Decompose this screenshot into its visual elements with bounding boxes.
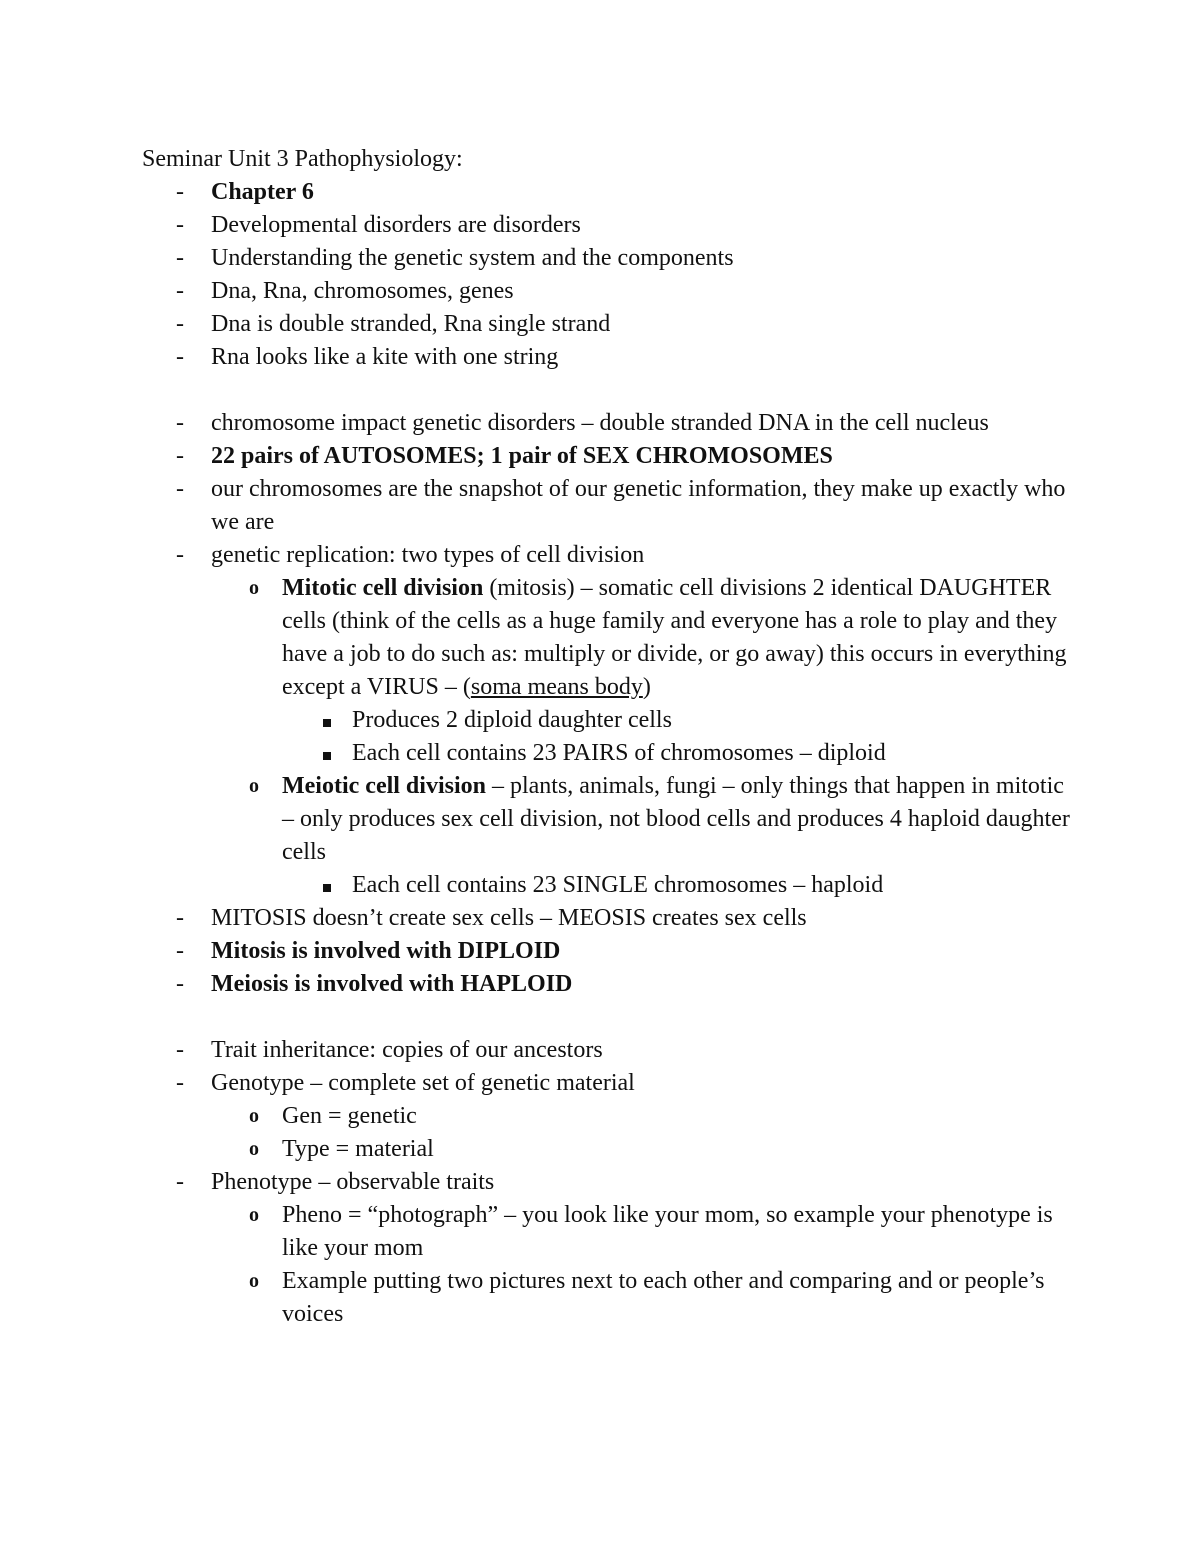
sub-sub-list-item [0, 704, 1200, 737]
item-text: Each cell contains 23 PAIRS of chromosomes – diploid [352, 740, 886, 766]
sub-list-item [0, 1133, 1200, 1166]
dash-bullet: - [176, 542, 184, 568]
list-item [0, 407, 1200, 440]
list-item [0, 242, 1200, 275]
circle-bullet: o [249, 1138, 259, 1160]
list-item [0, 1166, 1200, 1199]
dash-bullet: - [176, 179, 184, 205]
item-text: – plants, animals, fungi – only things that happen in mitotic – only produces sex cell division, not blood cells and produces 4 haploid daughter cells [282, 773, 1070, 865]
document-title: Seminar Unit 3 Pathophysiology: [142, 146, 463, 172]
item-underlined-text: soma means body [470, 674, 643, 700]
square-bullet-icon [316, 737, 338, 770]
dash-bullet: - [176, 938, 184, 964]
circle-bullet: o [249, 1105, 259, 1127]
item-text: Dna, Rna, chromosomes, genes [211, 278, 514, 304]
list-item [0, 341, 1200, 374]
dash-bullet: - [176, 1169, 184, 1195]
item-text: Understanding the genetic system and the components [211, 245, 734, 271]
dash-bullet: - [176, 311, 184, 337]
list-item [0, 473, 1200, 539]
dash-bullet: - [176, 476, 184, 502]
item-text: Developmental disorders are disorders [211, 212, 581, 238]
dash-bullet: - [176, 905, 184, 931]
item-text: Gen = genetic [282, 1103, 417, 1129]
sub-list-item [0, 572, 1200, 704]
dash-bullet: - [176, 1070, 184, 1096]
sub-list-item [0, 1265, 1200, 1331]
list-item [0, 902, 1200, 935]
square-bullet-icon [316, 704, 338, 737]
item-text: chromosome impact genetic disorders – double stranded DNA in the cell nucleus [211, 410, 989, 436]
circle-bullet: o [249, 775, 259, 797]
blank-line [0, 1001, 1200, 1034]
item-text: Phenotype – observable traits [211, 1169, 495, 1195]
dash-bullet: - [176, 245, 184, 271]
item-text: Produces 2 diploid daughter cells [352, 707, 672, 733]
item-text: Pheno = “photograph” – you look like your mom, so example your phenotype is like your mom [282, 1202, 1053, 1261]
item-text: Mitosis is involved with DIPLOID [211, 938, 561, 964]
item-text: our chromosomes are the snapshot of our genetic information, they make up exactly who we are [211, 476, 1066, 535]
dash-bullet: - [176, 1037, 184, 1063]
item-text: Example putting two pictures next to each other and comparing and or people’s voices [282, 1268, 1045, 1327]
item-text: Type = material [282, 1136, 434, 1162]
item-text: genetic replication: two types of cell division [211, 542, 645, 568]
list-item [0, 539, 1200, 572]
blank-line [0, 374, 1200, 407]
sub-list-item [0, 1199, 1200, 1265]
item-text: Meiosis is involved with HAPLOID [211, 971, 573, 997]
square-bullet-icon [316, 869, 338, 902]
item-text: Rna looks like a kite with one string [211, 344, 559, 370]
dash-bullet: - [176, 212, 184, 238]
dash-bullet: - [176, 971, 184, 997]
sub-sub-list-item [0, 869, 1200, 902]
item-text: Trait inheritance: copies of our ancestors [211, 1037, 603, 1063]
list-item [0, 935, 1200, 968]
circle-bullet: o [249, 1204, 259, 1226]
item-text: Each cell contains 23 SINGLE chromosomes – haploid [352, 872, 884, 898]
item-text: (mitosis) – somatic cell divisions 2 identical DAUGHTER cells (think of the cells as a huge family and everyone has a role to play and they have a job to do such as: multiply or divide, or go away) this occurs in everything except a VIRUS – ( [282, 575, 1067, 700]
list-item [0, 176, 1200, 209]
list-item [0, 440, 1200, 473]
list-item [0, 1067, 1200, 1100]
sub-sub-list-item [0, 737, 1200, 770]
sub-list-item [0, 770, 1200, 869]
notes-list [0, 176, 1200, 1331]
item-text: Dna is double stranded, Rna single strand [211, 311, 611, 337]
list-item [0, 968, 1200, 1001]
circle-bullet: o [249, 577, 259, 599]
item-bold-text: Meiotic cell division [282, 773, 486, 799]
list-item [0, 308, 1200, 341]
item-text-tail: ) [642, 674, 651, 700]
item-text: MITOSIS doesn’t create sex cells – MEOSIS creates sex cells [211, 905, 807, 931]
sub-list-item [0, 1100, 1200, 1133]
list-item [0, 209, 1200, 242]
list-item [0, 275, 1200, 308]
item-text: 22 pairs of AUTOSOMES; 1 pair of SEX CHROMOSOMES [211, 443, 833, 469]
circle-bullet: o [249, 1270, 259, 1292]
dash-bullet: - [176, 344, 184, 370]
list-item [0, 1034, 1200, 1067]
dash-bullet: - [176, 410, 184, 436]
dash-bullet: - [176, 278, 184, 304]
item-text: Chapter 6 [211, 179, 314, 205]
item-text: Genotype – complete set of genetic material [211, 1070, 635, 1096]
item-bold-text: Mitotic cell division [282, 575, 484, 601]
dash-bullet: - [176, 443, 184, 469]
